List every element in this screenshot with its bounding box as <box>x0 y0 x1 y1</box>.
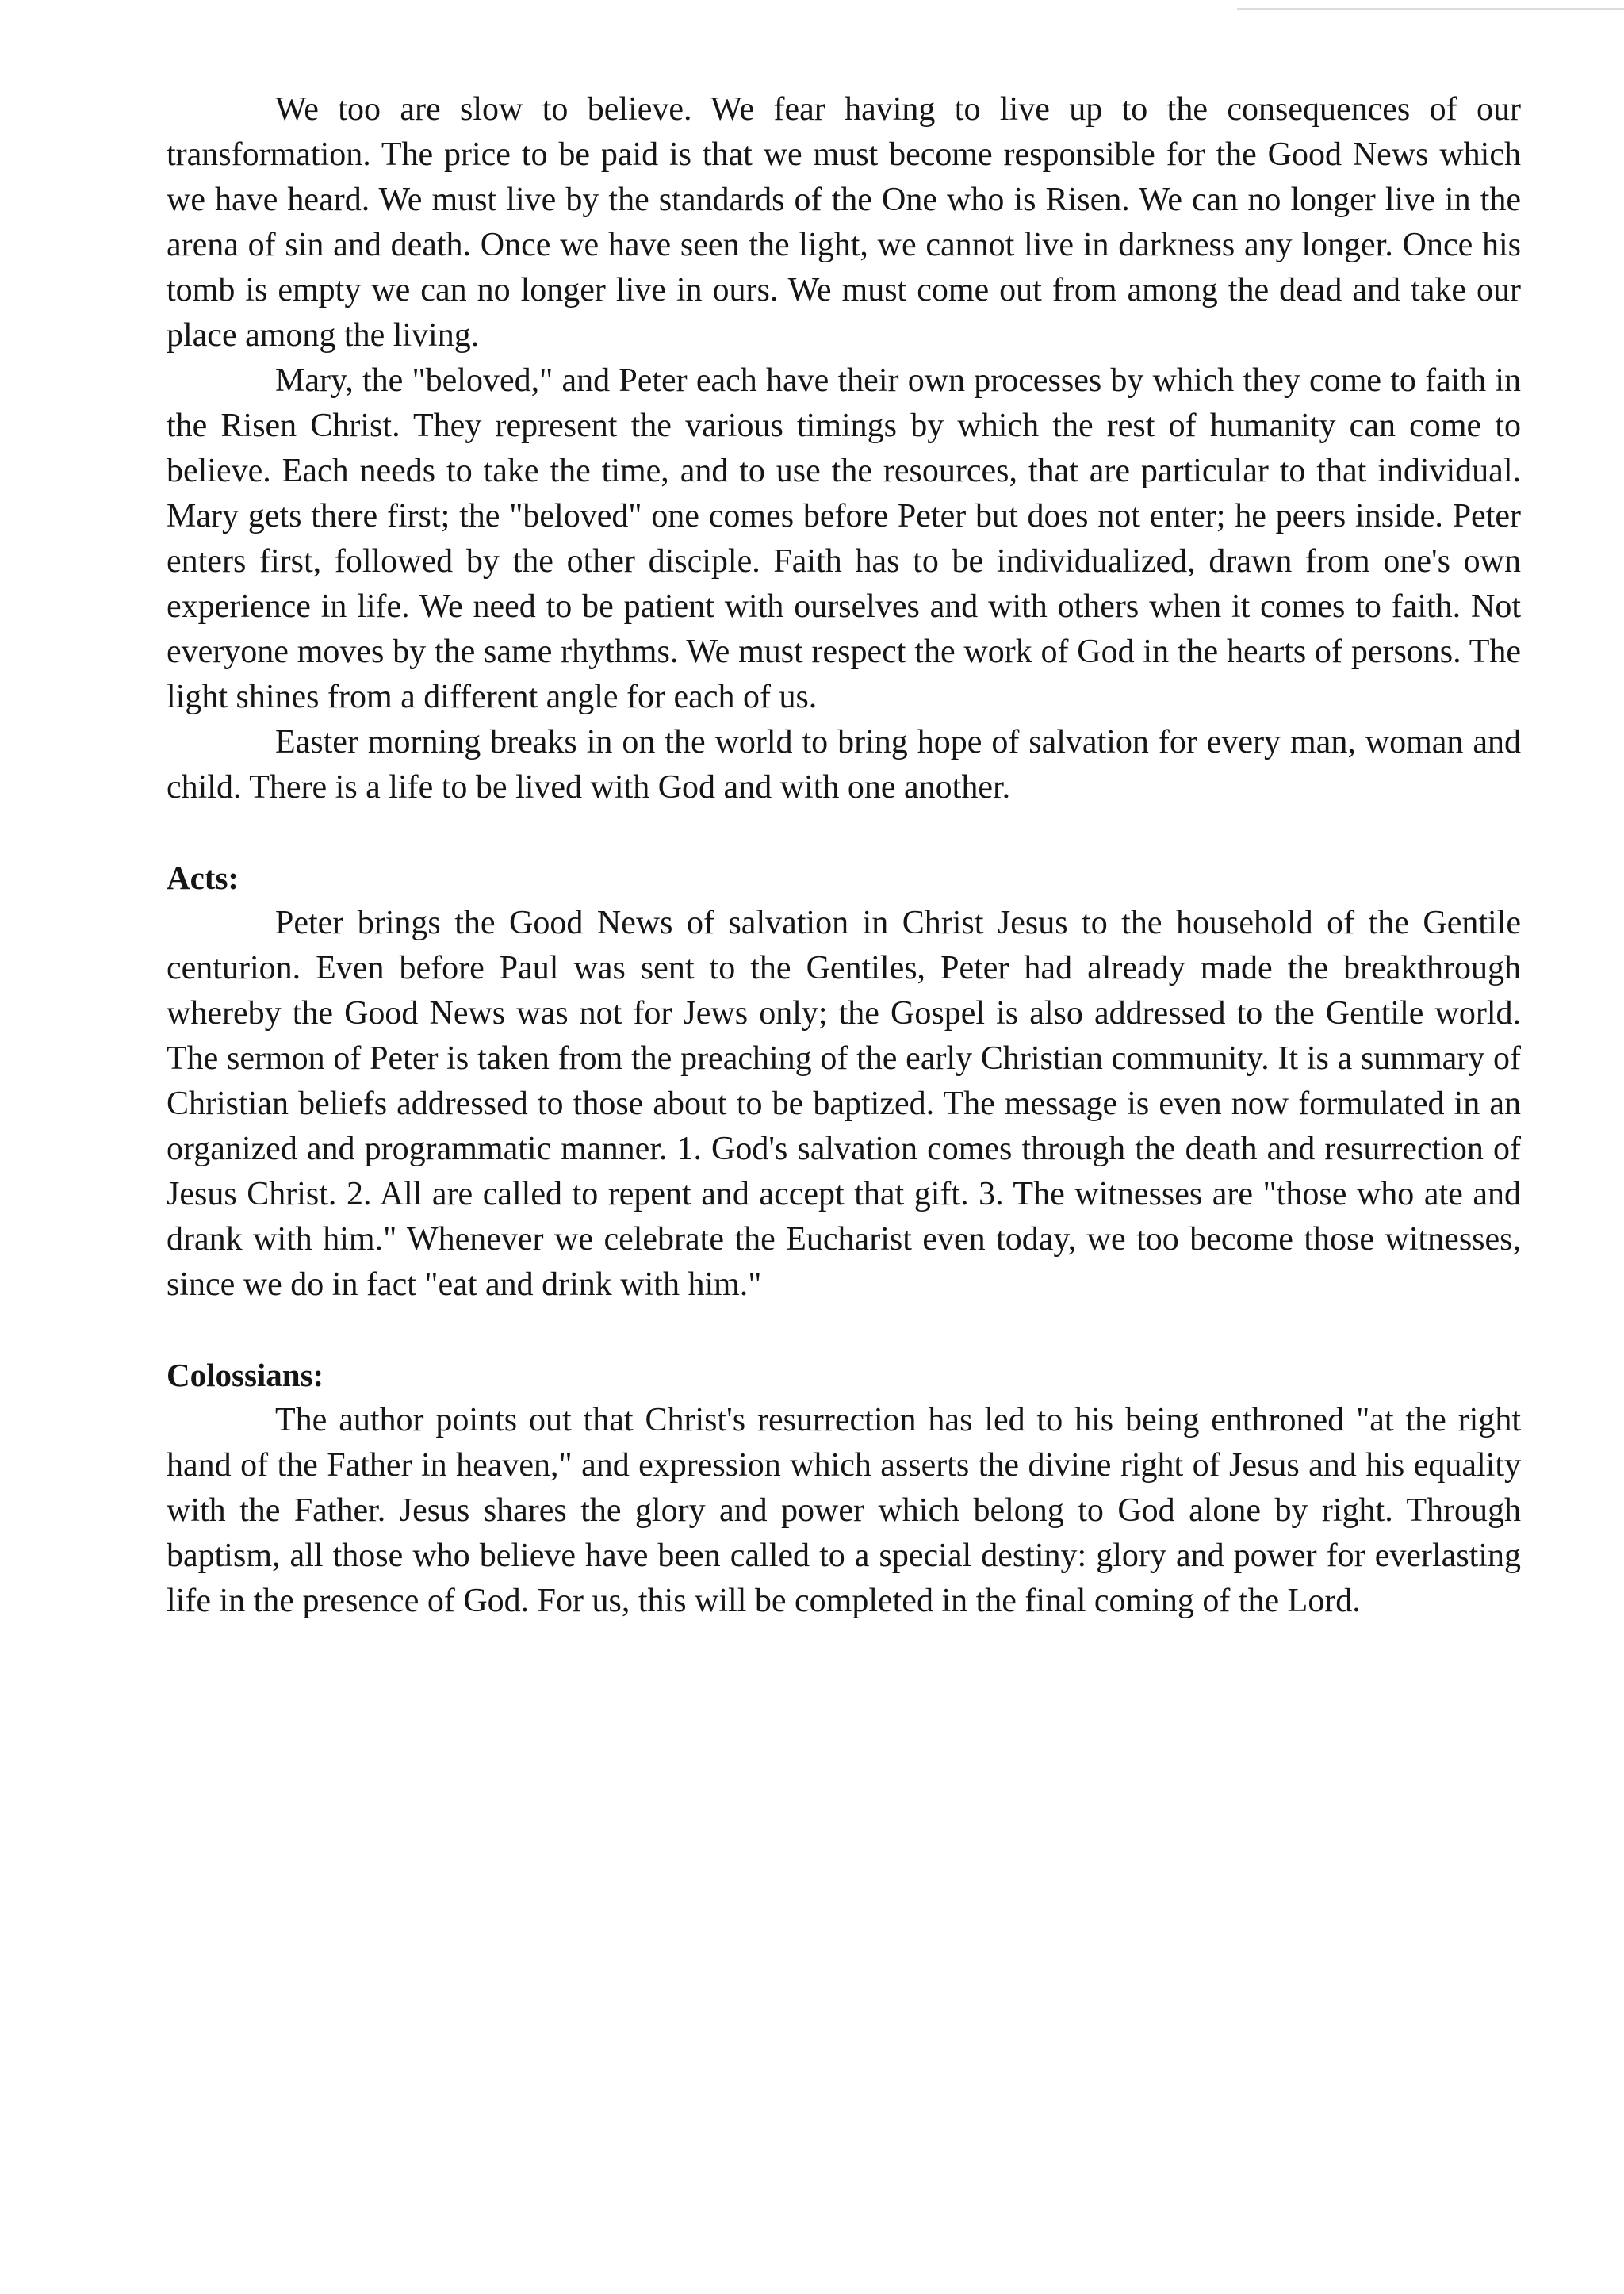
acts-section <box>167 856 1521 1308</box>
document-page <box>167 87 1521 1624</box>
gospel-paragraph-3: Easter morning breaks in on the world to bring hope of salvation for every man, woman and child. There is a life to be lived with God and with one another. <box>167 724 1521 806</box>
section-spacer <box>167 1308 1521 1353</box>
section-spacer <box>167 810 1521 856</box>
gospel-reflection-section <box>167 87 1521 810</box>
gospel-paragraph-1: We too are slow to believe. We fear having to live up to the consequences of our transformation. The price to be paid is that we must become responsible for the Good News which we have heard. We must live by the standards of the One who is Risen. We can no longer live in the arena of sin and death. Once we have seen the light, we cannot live in darkness any longer. Once his tomb is empty we can no longer live in ours. We must come out from among the dead and take our place among the living. <box>167 91 1521 354</box>
colossians-paragraph: The author points out that Christ's resurrection has led to his being enthroned "at the right hand of the Father in heaven," and expression which asserts the divine right of Jesus and his equality with the Father. Jesus shares the glory and power which belong to God alone by right. Through baptism, all those who believe have been called to a special destiny: glory and power for everlasting life in the presence of God. For us, this will be completed in the final coming of the Lord. <box>167 1402 1521 1619</box>
acts-paragraph: Peter brings the Good News of salvation in Christ Jesus to the household of the Gentile centurion. Even before Paul was sent to the Gentiles, Peter had already made the breakthrough whereby the Good News was not for Jews only; the Gospel is also addressed to the Gentile world. The sermon of Peter is taken from the preaching of the early Christian community. It is a summary of Christian beliefs addressed to those about to be baptized. The message is even now formulated in an organized and programmatic manner. 1. God's salvation comes through the death and resurrection of Jesus Christ. 2. All are called to repent and accept that gift. 3. The witnesses are "those who ate and drank with him." Whenever we celebrate the Eucharist even today, we too become those witnesses, since we do in fact "eat and drink with him." <box>167 905 1521 1303</box>
acts-heading: Acts: <box>167 860 239 896</box>
gospel-paragraph-2: Mary, the "beloved," and Peter each have their own processes by which they come to faith in the Risen Christ. They represent the various timings by which the rest of humanity can come to believe. Each needs to take the time, and to use the resources, that are particular to that individual. Mary gets there first; the "beloved" one comes before Peter but does not enter; he peers inside. Peter enters first, followed by the other disciple. Faith has to be individualized, drawn from one's own experience in life. We need to be patient with ourselves and with others when it comes to faith. Not everyone moves by the same rhythms. We must respect the work of God in the hearts of persons. The light shines from a different angle for each of us. <box>167 362 1521 715</box>
colossians-heading: Colossians: <box>167 1357 324 1393</box>
top-edge-line <box>1237 8 1624 10</box>
colossians-section <box>167 1353 1521 1624</box>
